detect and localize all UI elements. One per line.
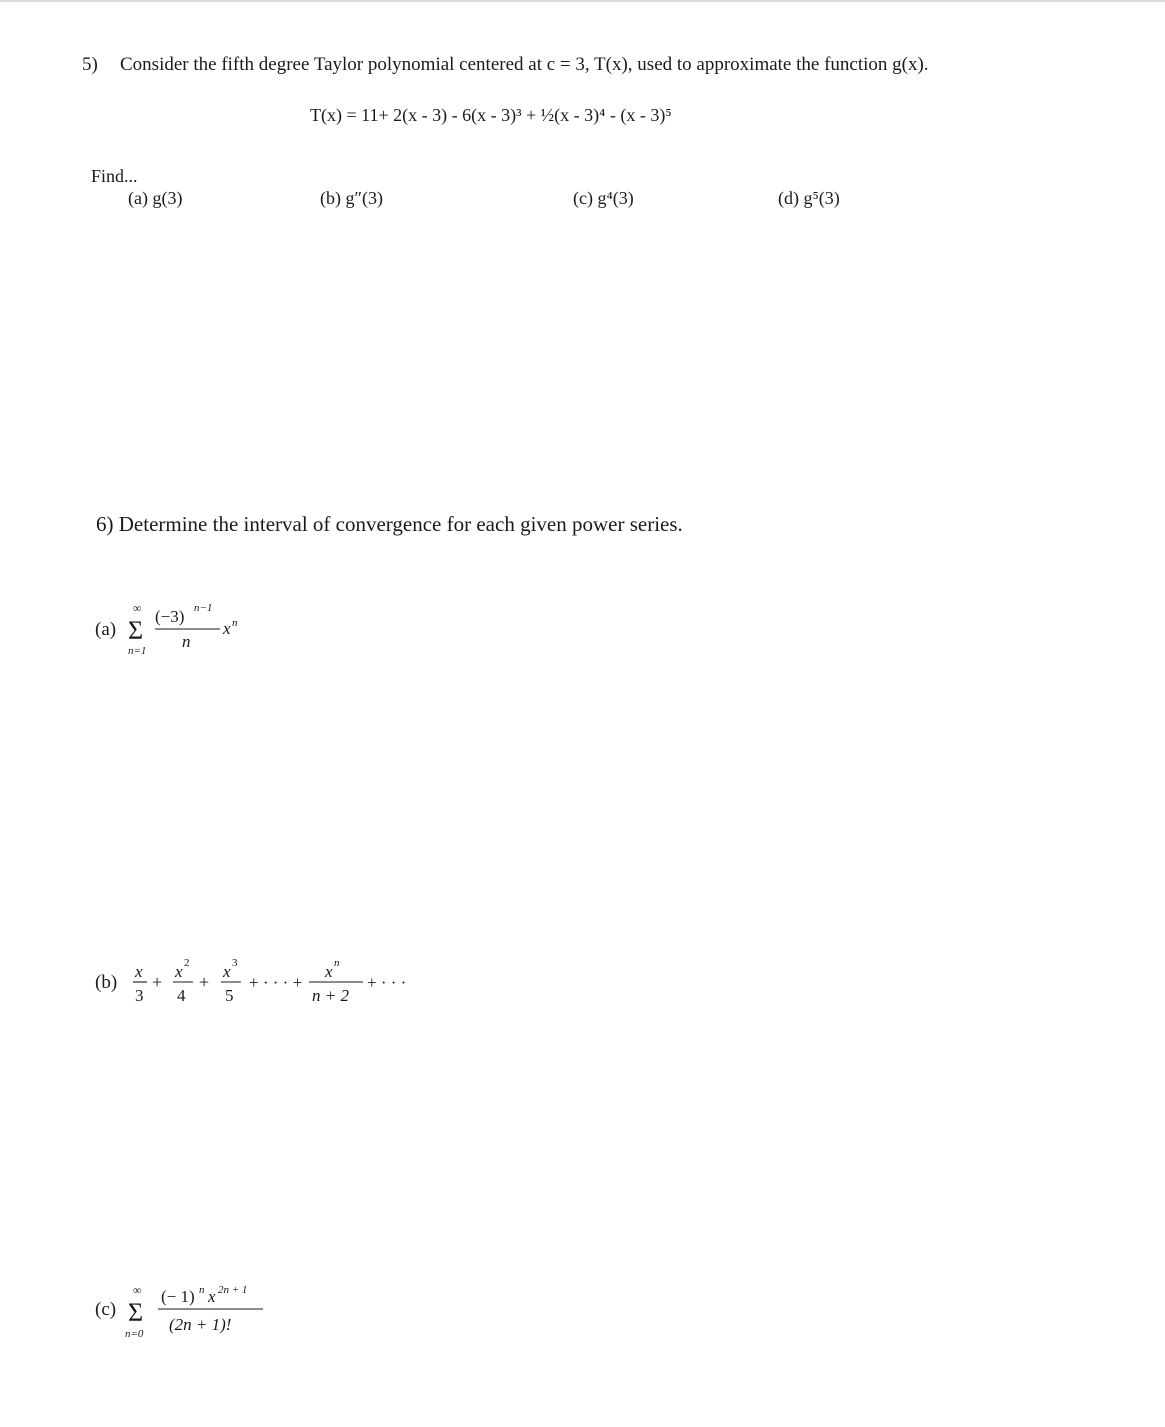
series-b-term2-exp: 2 (184, 957, 190, 969)
series-b-ellipsis: + · · · + (249, 973, 303, 992)
series-a-label: (a) (95, 619, 117, 640)
taylor-polynomial: T(x) = 11+ 2(x - 3) - 6(x - 3)³ + ½(x - 3)⁴ - (x - 3)⁵ (310, 105, 672, 125)
sigma-symbol: Σ (128, 616, 144, 645)
part-d-g5: (d) g⁵(3) (778, 188, 840, 208)
question-6-heading: 6) Determine the interval of convergence for each given power series. (96, 512, 683, 536)
series-c-numerator: (− 1) (161, 1287, 195, 1306)
series-b-general-num: x (325, 962, 333, 981)
series-c-numerator-exponent: n (199, 1284, 205, 1296)
plus-sign: + (199, 972, 210, 992)
series-b-term3-exp: 3 (232, 957, 238, 969)
part-b-g-double-prime: (b) g″(3) (320, 188, 383, 208)
series-b-label: (b) (95, 972, 118, 993)
series-b-general-exp: n (334, 957, 340, 969)
series-a (95, 598, 275, 658)
series-a-denominator: n (182, 632, 191, 651)
question-5-number: 5) (82, 54, 98, 75)
sigma-symbol: Σ (128, 1298, 144, 1327)
part-c-g4: (c) g⁴(3) (573, 188, 634, 208)
top-border (0, 0, 1165, 2)
series-c-denominator: (2n + 1)! (169, 1315, 232, 1334)
series-b-general-den: n + 2 (312, 986, 349, 1005)
question-5 (82, 54, 929, 76)
series-b-term2-num: x (175, 962, 183, 981)
series-b-term3-den: 5 (225, 986, 234, 1005)
part-a-g3: (a) g(3) (128, 188, 183, 208)
series-a-sum-bottom: n=1 (128, 645, 147, 657)
plus-sign: + (152, 972, 163, 992)
series-c-label: (c) (95, 1299, 117, 1320)
series-b-tail: + · · · (367, 973, 407, 992)
series-c-sum-top: ∞ (133, 1283, 142, 1297)
series-c (95, 1280, 285, 1344)
series-c-numerator-var-exponent: 2n + 1 (218, 1284, 248, 1296)
series-a-factor-exponent: n (232, 617, 238, 629)
series-b-term3-num: x (223, 962, 231, 981)
series-a-factor: x (223, 619, 231, 638)
series-a-numerator: (−3) (155, 607, 185, 626)
series-c-numerator-var: x (208, 1287, 216, 1306)
question-5-prompt: Consider the fifth degree Taylor polynomial centered at c = 3, T(x), used to approximate the function g(x). (120, 54, 929, 75)
series-b-term1-den: 3 (135, 986, 144, 1005)
series-a-numerator-exponent: n−1 (194, 602, 213, 614)
series-b (95, 950, 425, 1014)
series-a-sum-top: ∞ (133, 601, 142, 615)
series-c-sum-bottom: n=0 (125, 1328, 144, 1340)
series-b-term1-num: x (135, 962, 143, 981)
find-label: Find... (91, 166, 138, 186)
series-b-term2-den: 4 (177, 986, 186, 1005)
